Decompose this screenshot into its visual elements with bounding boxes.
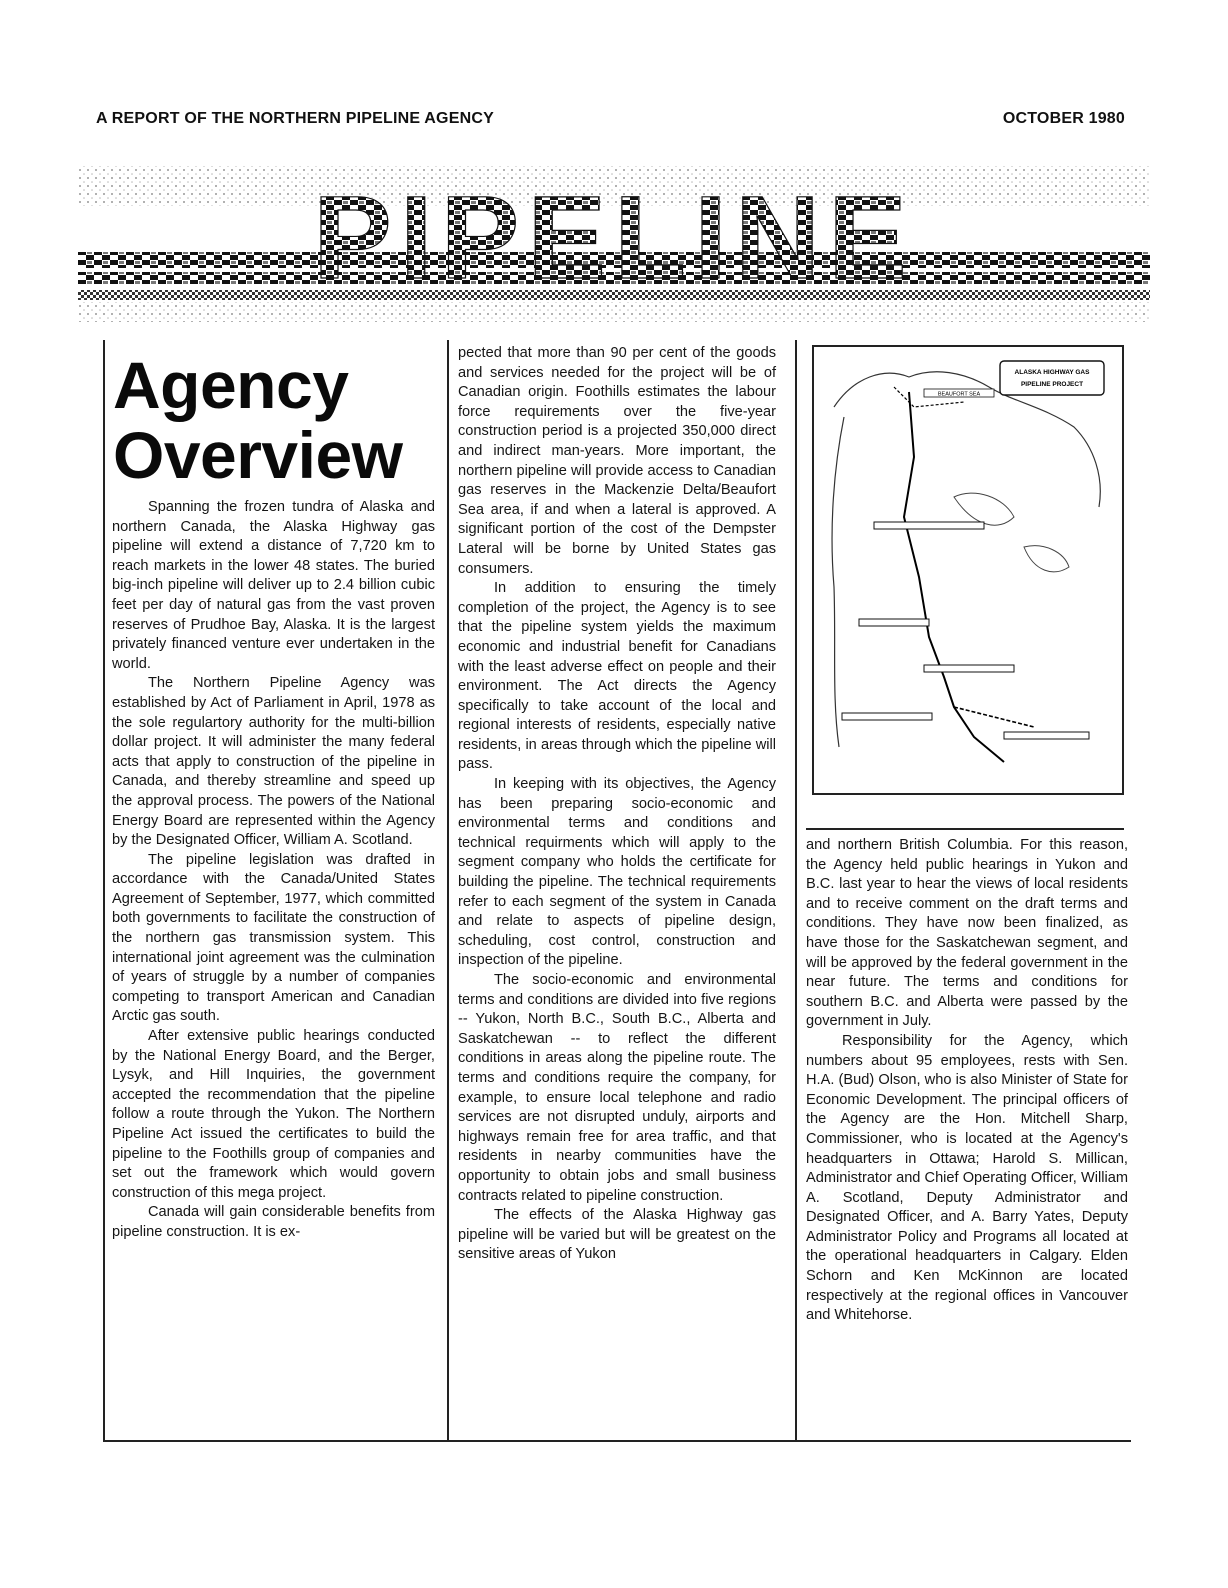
article-column-3 (806, 836, 1128, 1326)
map-drawing (814, 347, 1122, 793)
headline-line-1: Agency (113, 348, 349, 422)
rule-bottom (103, 1440, 1131, 1442)
paragraph: Responsibility for the Agency, which numbers about 95 employees, rests with Sen. H.A. (Bud) Olson, who is also Minister of State for Economic Development. The principal officers of the Agency are the Hon. Mitchell Sharp, Commissioner, who is located at the Agency's headquarters in Ottawa; Harold S. Millican, Administrator and Chief Operating Officer, William A. Scotland, Deputy Administrator and Designated Officer, and A. Barry Yates, Deputy Administrator Policy and Programs all located at the operational headquarters in Calgary. Elden Schorn and Ken McKinnon are located respectively at the regional offices in Vancouver and Whitehorse. (806, 1032, 1128, 1324)
report-header: A REPORT OF THE NORTHERN PIPELINE AGENCY (96, 110, 494, 127)
map-label-sea: BEAUFORT SEA (937, 391, 981, 398)
masthead-title: PIPELINE (313, 172, 915, 304)
masthead-logo (78, 160, 1150, 330)
paragraph: The pipeline legislation was drafted in accordance with the Canada/United States Agreement of September, 1977, which committed both governments to facilitate the construction of the northern gas transmission system. This international joint agreement was the culmination of years of struggle by a number of companies competing to transport American and Canadian Arctic gas south. (112, 851, 435, 1025)
rule-col2-col3 (795, 340, 797, 1440)
paragraph: In addition to ensuring the timely completion of the project, the Agency is to see that the pipeline system yields the maximum economic and industrial benefit for Canadians with the least adverse effect on people and their environment. The Act directs the Agency specifically to take account of the local and regional interests of residents, especially native residents, in areas through which the pipeline will pass. (458, 580, 776, 773)
map-legend-line-1: ALASKA HIGHWAY GAS (1014, 369, 1090, 376)
article-column-1 (112, 498, 435, 1243)
article-column-2 (458, 344, 776, 1265)
rule-col1-col2 (447, 340, 449, 1440)
paragraph: and northern British Columbia. For this reason, the Agency held public hearings in Yukon and B.C. last year to hear the views of local residents and to receive comment on the draft terms and conditions. They have now been finalized, as have those for the Saskatchewan segment, and will be approved by the federal government in the near future. The terms and conditions for southern B.C. and Alberta were passed by the government in July. (806, 837, 1128, 1030)
paragraph: pected that more than 90 per cent of the goods and services needed for the project will be of Canadian origin. Foothills estimates the labour force requirements over the five-year construction period is a projected 350,000 direct and indirect man-years. More important, the northern pipeline will provide access to Canadian gas reserves in the Mackenzie Delta/Beaufort Sea area, if and when a lateral is approved. A significant portion of the cost of the Dempster Lateral will be borne by United States gas consumers. (458, 345, 776, 577)
article-headline (113, 350, 443, 490)
rule-left (103, 340, 105, 1440)
paragraph: Canada will gain considerable benefits from pipeline construction. It is ex- (112, 1204, 435, 1240)
paragraph: After extensive public hearings conducted by the National Energy Board, and the Berger, Lysyk, and Hill Inquiries, the government accepted the recommendation that the pipeline follow a route through the Yukon. The Northern Pipeline Act issued the certificates to build the pipeline to the Foothills group of companies and set out the framework which would govern construction of this mega project. (112, 1028, 435, 1201)
paragraph: Spanning the frozen tundra of Alaska and northern Canada, the Alaska Highway gas pipeline will extend a distance of 7,720 km to reach markets in the lower 48 states. The buried big-inch pipeline will deliver up to 2.4 billion cubic feet per day of natural gas from the vast proven reserves of Prudhoe Bay, Alaska. It is the largest privately financed venture ever undertaken in the world. (112, 499, 435, 672)
pipeline-logo-graphic (78, 160, 1150, 330)
issue-date: OCTOBER 1980 (1002, 110, 1125, 127)
paragraph: In keeping with its objectives, the Agency has been preparing socio-economic and environmental terms and conditions and technical requirments which will apply to the segment company who holds the certificate for building the pipeline. The technical requirements refer to each segment of the system in Canada and relate to aspects of pipeline design, scheduling, cost control, construction and inspection of the pipeline. (458, 776, 776, 969)
paragraph: The socio-economic and environmental terms and conditions are divided into five regions -- Yukon, North B.C., South B.C., Alberta and Saskatchewan -- to reflect the different conditions in areas along the pipeline route. The terms and conditions require the company, for example, to ensure local telephone and radio services are not disrupted unduly, airports and highways remain free for area traffic, and that residents in nearby communities have the opportunity to obtain jobs and small business contracts related to pipeline construction. (458, 972, 776, 1204)
map-legend-line-2: PIPELINE PROJECT (1020, 381, 1084, 388)
paragraph: The effects of the Alaska Highway gas pipeline will be varied but will be greatest on the sensitive areas of Yukon (458, 1207, 776, 1263)
pipeline-route-map (812, 345, 1124, 795)
paragraph: The Northern Pipeline Agency was established by Act of Parliament in April, 1978 as the sole regulartory authority for the multi-billion dollar project. It will administer the many federal acts that apply to construction of the pipeline in Canada, and thereby streamline and speed up the approval process. The powers of the National Energy Board are represented within the Agency by the Designated Officer, William A. Scotland. (112, 675, 435, 849)
headline-line-2: Overview (113, 418, 403, 492)
rule-map-bottom (806, 828, 1124, 830)
